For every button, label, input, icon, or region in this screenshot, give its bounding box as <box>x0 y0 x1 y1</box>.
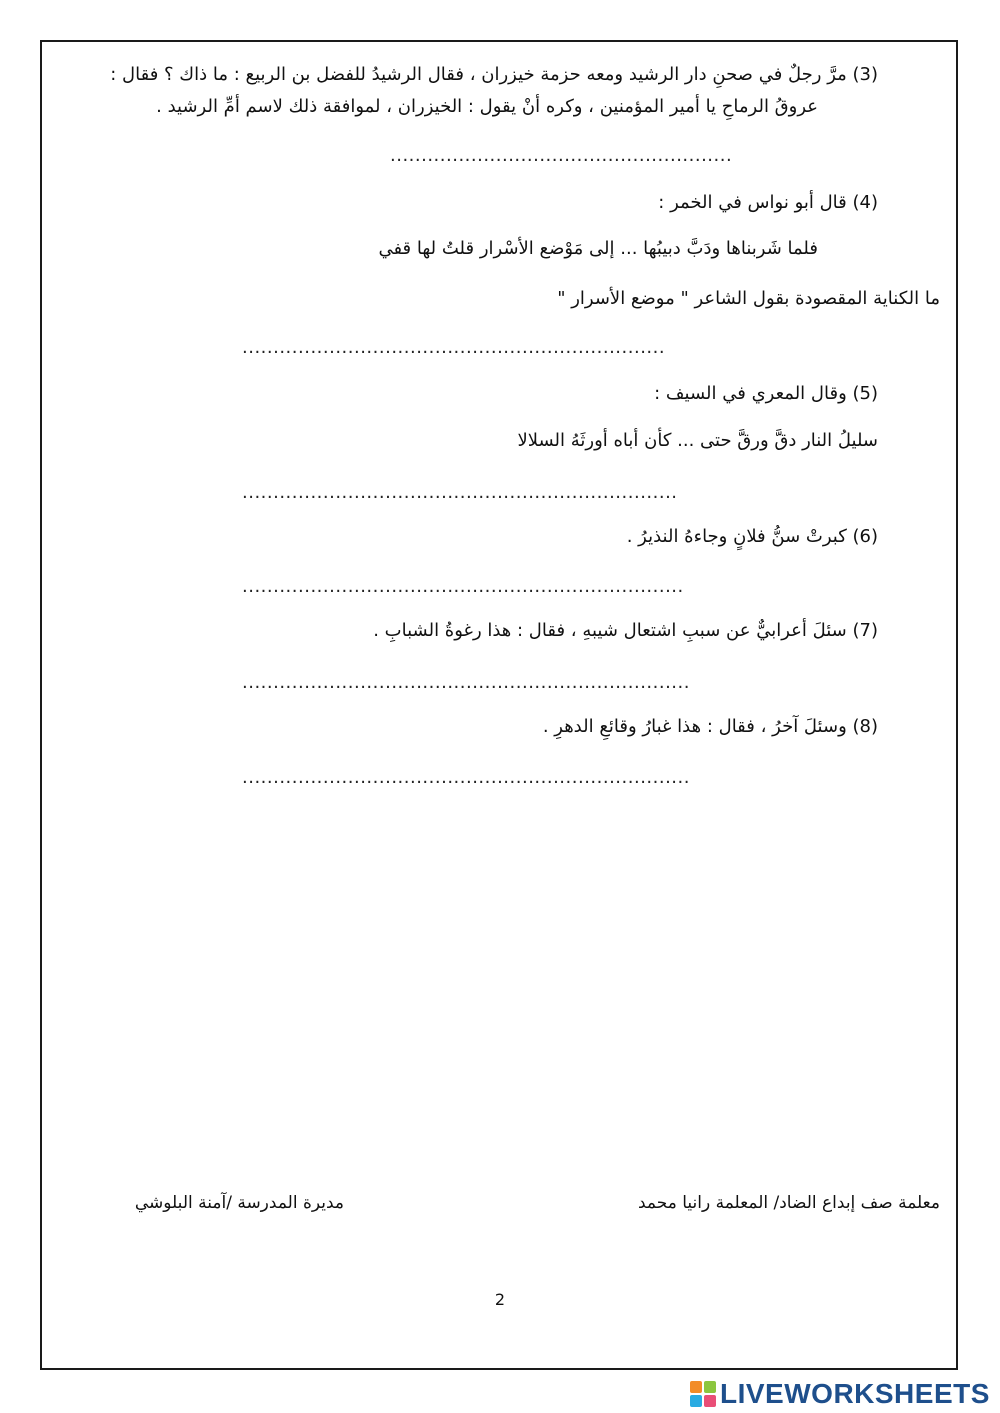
item-8-text: وسئلَ آخرُ ، فقال : هذا غبارُ وقائعِ الدهرِ . <box>542 716 847 737</box>
footer-teacher: معلمة صف إبداع الضاد/ المعلمة رانيا محمد <box>637 1193 940 1213</box>
item-7-text: سئلَ أعرابيٌّ عن سببِ اشتعال شيبهِ ، فقال : هذا رغوةُ الشبابِ . <box>373 620 847 641</box>
item-4-text: قال أبو نواس في الخمر : <box>658 192 847 213</box>
item-4-answer-line[interactable]: .................................................................... <box>242 337 666 358</box>
item-7-line-1 <box>373 618 878 644</box>
item-5-answer-line[interactable]: ...................................................................... <box>242 482 678 503</box>
item-4-line-1 <box>658 190 878 216</box>
item-4-question: ما الكناية المقصودة بقول الشاعر " موضع الأسرار " <box>557 288 940 309</box>
item-7-answer-line[interactable]: ........................................................................ <box>242 672 690 693</box>
item-4-number: (4) <box>852 192 878 213</box>
item-4-verse: فلما شَربناها ودَبَّ دبيبُها ... إلى مَوْضع الأسْرار قلتُ لها قفي <box>378 238 818 259</box>
item-6-line-1 <box>627 524 878 550</box>
item-5-line-1 <box>654 381 878 407</box>
item-8-number: (8) <box>852 716 878 737</box>
logo-square-pink <box>704 1395 716 1407</box>
item-3-text: مرَّ رجلٌ في صحنِ دار الرشيد ومعه حزمة خيزران ، فقال الرشيدُ للفضل بن الربيع : ما ذاك ؟ فقال : <box>110 64 847 85</box>
item-5-number: (5) <box>852 383 878 404</box>
item-7-number: (7) <box>852 620 878 641</box>
item-5-verse: سليلُ النار دقَّ ورقَّ حتى ... كأن أباه أورثَهُ السلالا <box>517 430 878 451</box>
footer-principal: مديرة المدرسة /آمنة البلوشي <box>134 1193 344 1213</box>
item-6-text: كبرتْ سنُّ فلانٍ وجاءهُ النذيرُ . <box>626 526 847 547</box>
page-number: 2 <box>494 1290 506 1309</box>
liveworksheets-logo-icon <box>690 1381 716 1407</box>
item-3-line-1 <box>110 62 878 88</box>
liveworksheets-brand[interactable] <box>690 1378 990 1410</box>
item-5-text: وقال المعري في السيف : <box>654 383 847 404</box>
item-3-answer-line[interactable]: ....................................................... <box>390 145 733 166</box>
liveworksheets-wordmark: LIVEWORKSHEETS <box>720 1378 990 1409</box>
logo-square-orange <box>690 1381 702 1393</box>
item-3-number: (3) <box>852 64 878 85</box>
item-3-line-2: عروقُ الرماحِ يا أمير المؤمنين ، وكره أنْ يقول : الخيزران ، لموافقة ذلك لاسم أمِّ الرشيد . <box>156 96 818 117</box>
item-8-answer-line[interactable]: ........................................................................ <box>242 767 690 788</box>
item-6-number: (6) <box>852 526 878 547</box>
item-8-line-1 <box>543 714 878 740</box>
logo-square-blue <box>690 1395 702 1407</box>
item-6-answer-line[interactable]: ....................................................................... <box>242 576 684 597</box>
logo-square-green <box>704 1381 716 1393</box>
